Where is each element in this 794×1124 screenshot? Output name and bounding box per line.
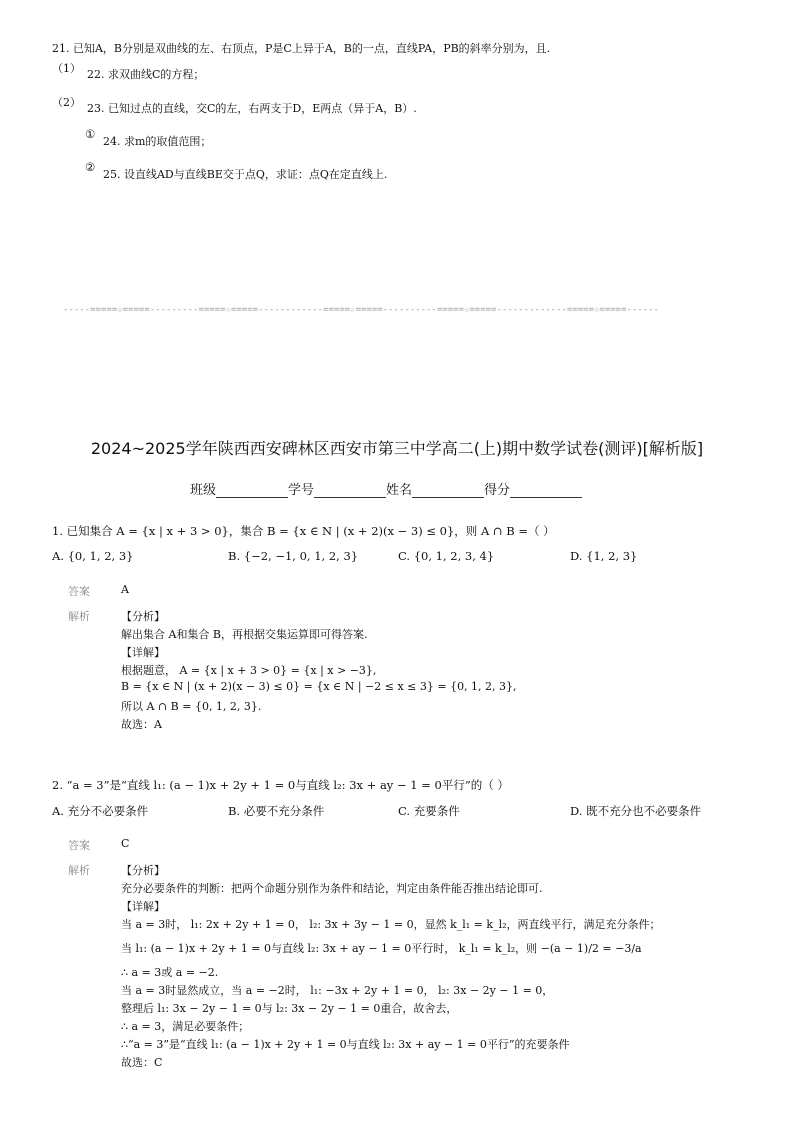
sub-2-mark: ② [85, 160, 96, 174]
q1-analysis-line: B = {x ∈ N | (x + 2)(x − 3) ≤ 0} = {x ∈ N | −2 ≤ x ≤ 3} = {0, 1, 2, 3}, [121, 680, 517, 693]
q1-option-a: A. {0, 1, 2, 3} [52, 549, 134, 563]
question-23: 23. 已知过点的直线，交C的左，右两支于D，E两点（异于A，B）. [87, 102, 417, 115]
name-field[interactable] [412, 497, 484, 498]
q2-option-c: C. 充要条件 [398, 804, 460, 818]
id-field[interactable] [314, 497, 386, 498]
q2-analysis-line: 当 a = 3时， l₁: 2x + 2y + 1 = 0， l₂: 3x + 3y − 1 = 0，显然 k_l₁ = k_l₂，两直线平行，满足充分条件； [121, 918, 661, 931]
question-22: 22. 求双曲线C的方程； [87, 68, 205, 81]
name-label: 姓名 [386, 483, 413, 498]
page-separator: -----=====☆=====---------=====☆=====------------=====☆=====----------=====☆=====-------------=====☆=====------ [63, 305, 660, 315]
exam-title: 2024~2025学年陕西西安碑林区西安市第三中学高二(上)期中数学试卷(测评)[解析版] [90, 439, 704, 458]
q2-analysis-line: 充分必要条件的判断：把两个命题分别作为条件和结论，判定由条件能否推出结论即可. [121, 882, 543, 895]
question-24: 24. 求m的取值范围； [103, 135, 212, 148]
class-field[interactable] [216, 497, 288, 498]
q1-analysis-line: 【分析】 [121, 610, 165, 623]
q2-analysis-line: ∴“a = 3”是“直线 l₁: (a − 1)x + 2y + 1 = 0与直线 l₂: 3x + ay − 1 = 0平行”的充要条件 [121, 1038, 570, 1051]
q2-option-d: D. 既不充分也不必要条件 [570, 804, 702, 818]
score-field[interactable] [510, 497, 582, 498]
q2-analysis-line: 故选：C [121, 1056, 163, 1069]
q2-answer: C [121, 837, 130, 850]
q2-analysis-line: 【分析】 [121, 864, 165, 877]
question-25: 25. 设直线AD与直线BE交于点Q，求证：点Q在定直线上. [103, 168, 388, 181]
q1-stem: 1. 已知集合 A = {x | x + 3 > 0}，集合 B = {x ∈ N | (x + 2)(x − 3) ≤ 0}，则 A ∩ B =（ ） [52, 524, 555, 538]
q1-answer-label: 答案 [68, 585, 90, 598]
q2-analysis-line: 整理后 l₁: 3x − 2y − 1 = 0与 l₂: 3x − 2y − 1 = 0重合，故舍去， [121, 1002, 458, 1015]
q1-analysis-label: 解析 [68, 610, 90, 623]
score-label: 得分 [484, 483, 511, 498]
question-21: 21. 已知A，B分别是双曲线的左、右顶点，P是C上异于A，B的一点，直线PA，PB的斜率分别为，且. [52, 42, 551, 55]
q2-analysis-line: 当 l₁: (a − 1)x + 2y + 1 = 0与直线 l₂: 3x + ay − 1 = 0平行时， k_l₁ = k_l₂，则 −(a − 1)/2 = −3/a [121, 942, 642, 955]
q1-analysis-line: 所以 A ∩ B = {0, 1, 2, 3}. [121, 700, 262, 713]
q2-analysis-line: 当 a = 3时显然成立，当 a = −2时， l₁: −3x + 2y + 1 = 0， l₂: 3x − 2y − 1 = 0， [121, 984, 554, 997]
class-label: 班级 [190, 483, 217, 498]
q1-analysis-line: 解出集合 A和集合 B，再根据交集运算即可得答案. [121, 628, 368, 641]
student-info-line [190, 479, 582, 498]
q1-option-c: C. {0, 1, 2, 3, 4} [398, 549, 495, 563]
sub-1-mark: ① [85, 127, 96, 141]
q2-analysis-line: ∴ a = 3，满足必要条件； [121, 1020, 250, 1033]
q2-stem: 2. “a = 3”是“直线 l₁: (a − 1)x + 2y + 1 = 0与直线 l₂: 3x + ay − 1 = 0平行”的（ ） [52, 778, 509, 792]
q2-analysis-label: 解析 [68, 864, 90, 877]
q1-analysis-line: 【详解】 [121, 646, 165, 659]
q2-option-a: A. 充分不必要条件 [52, 804, 149, 818]
part-2-mark: （2） [52, 96, 81, 109]
q1-answer: A [121, 583, 129, 596]
q1-analysis-line: 故选：A [121, 718, 162, 731]
q2-option-b: B. 必要不充分条件 [228, 804, 325, 818]
q1-option-b: B. {−2, −1, 0, 1, 2, 3} [228, 549, 359, 563]
q2-analysis-line: 【详解】 [121, 900, 165, 913]
part-1-mark: （1） [52, 62, 81, 75]
id-label: 学号 [288, 483, 315, 498]
q1-analysis-line: 根据题意， A = {x | x + 3 > 0} = {x | x > −3}, [121, 664, 377, 677]
q1-option-d: D. {1, 2, 3} [570, 549, 638, 563]
q2-analysis-line: ∴ a = 3或 a = −2. [121, 966, 219, 979]
q2-answer-label: 答案 [68, 839, 90, 852]
